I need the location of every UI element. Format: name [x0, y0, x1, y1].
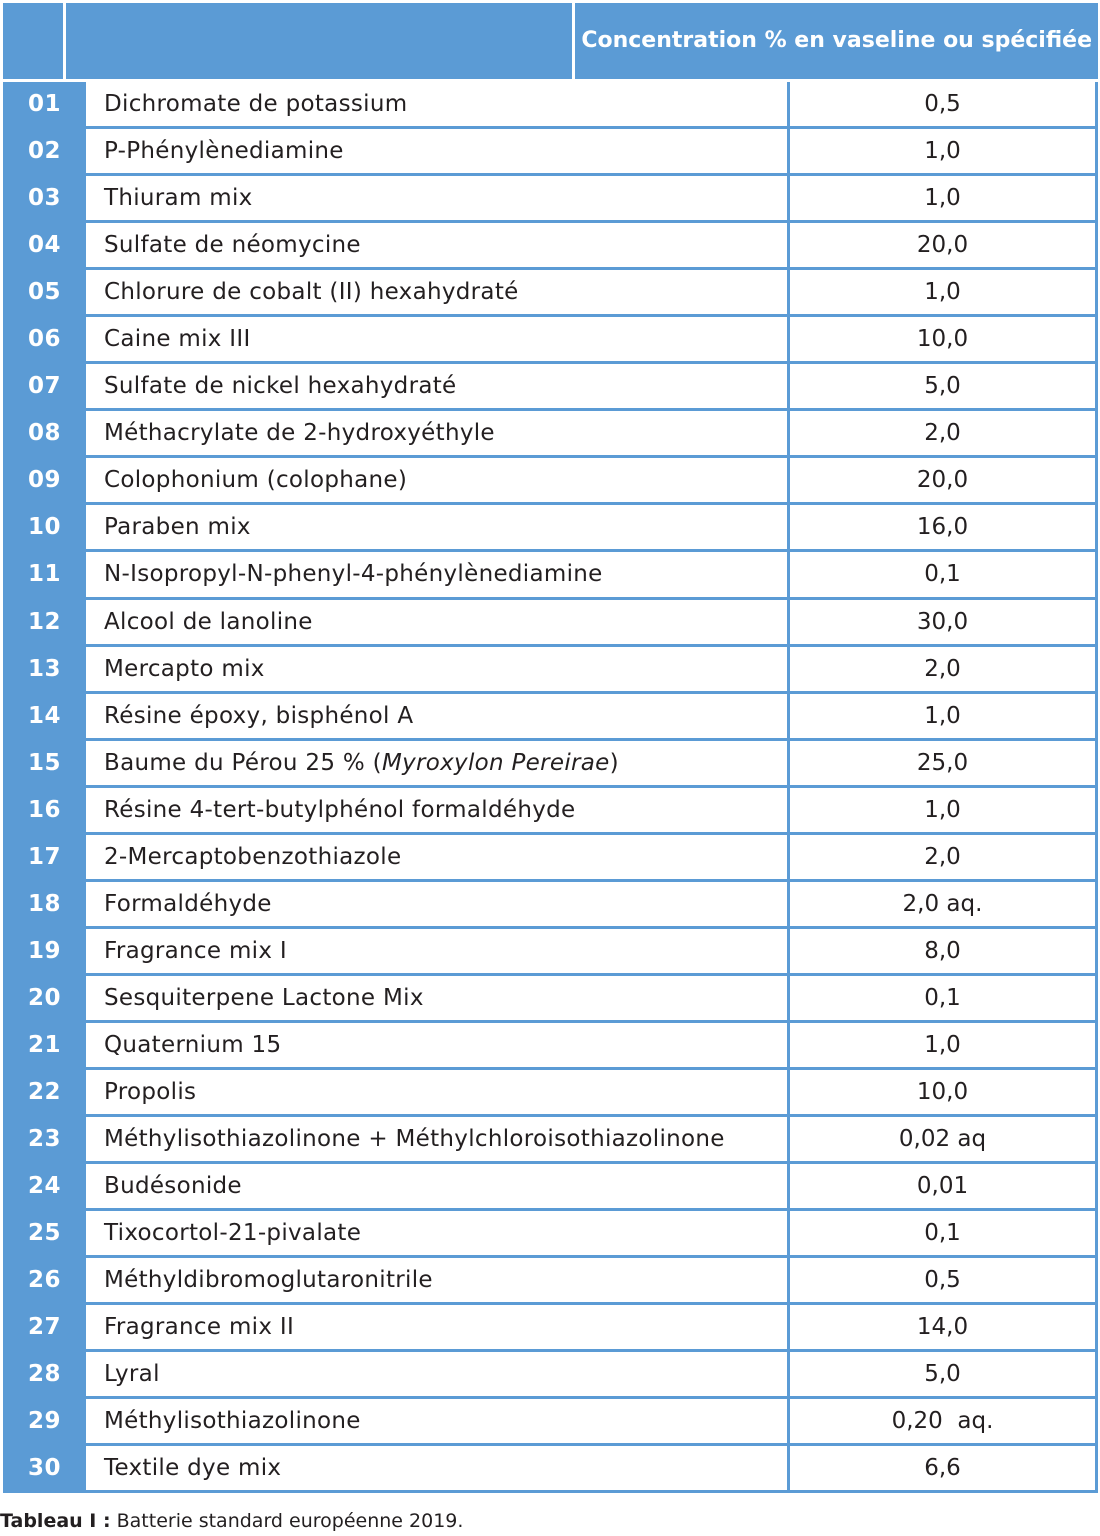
concentration-cell: 20,0 — [790, 223, 1098, 267]
concentration-cell: 0,01 — [790, 1164, 1098, 1208]
row-number-cell: 20 — [3, 976, 89, 1020]
concentration-cell: 1,0 — [790, 694, 1098, 738]
table-row — [3, 411, 1098, 458]
allergen-table — [3, 3, 1098, 1493]
table-row — [3, 1023, 1098, 1070]
concentration-cell: 0,1 — [790, 976, 1098, 1020]
table-row — [3, 505, 1098, 552]
table-row — [3, 1211, 1098, 1258]
concentration-cell: 5,0 — [790, 1352, 1098, 1396]
substance-name-cell: Sesquiterpene Lactone Mix — [89, 976, 790, 1020]
substance-name-cell: Méthyldibromoglutaronitrile — [89, 1258, 790, 1302]
substance-name-cell: Sulfate de néomycine — [89, 223, 790, 267]
substance-name-cell: Tixocortol-21-pivalate — [89, 1211, 790, 1255]
table-row — [3, 1446, 1098, 1493]
concentration-cell: 0,5 — [790, 82, 1098, 126]
row-number-cell: 23 — [3, 1117, 89, 1161]
row-number-cell: 09 — [3, 458, 89, 502]
concentration-cell: 6,6 — [790, 1446, 1098, 1490]
substance-name-cell: Chlorure de cobalt (II) hexahydraté — [89, 270, 790, 314]
concentration-cell: 0,20 aq. — [790, 1399, 1098, 1443]
substance-name-cell: Formaldéhyde — [89, 882, 790, 926]
row-number-cell: 14 — [3, 694, 89, 738]
row-number-cell: 19 — [3, 929, 89, 973]
table-row — [3, 647, 1098, 694]
row-number-cell: 06 — [3, 317, 89, 361]
table-row — [3, 1117, 1098, 1164]
substance-latin-name: Myroxylon Pereirae — [381, 749, 610, 776]
substance-name-cell: Colophonium (colophane) — [89, 458, 790, 502]
table-row — [3, 835, 1098, 882]
substance-name-cell: Paraben mix — [89, 505, 790, 549]
row-number-cell: 07 — [3, 364, 89, 408]
substance-name-cell: Mercapto mix — [89, 647, 790, 691]
substance-name-cell: Méthylisothiazolinone + Méthylchloroisothiazolinone — [89, 1117, 790, 1161]
concentration-cell: 2,0 — [790, 411, 1098, 455]
row-number-cell: 11 — [3, 552, 89, 596]
concentration-cell: 0,02 aq — [790, 1117, 1098, 1161]
concentration-cell: 1,0 — [790, 270, 1098, 314]
concentration-cell: 1,0 — [790, 129, 1098, 173]
substance-name-cell: Caine mix III — [89, 317, 790, 361]
substance-name-cell: Textile dye mix — [89, 1446, 790, 1490]
row-number-cell: 16 — [3, 788, 89, 832]
table-row — [3, 1070, 1098, 1117]
substance-name-cell: Propolis — [89, 1070, 790, 1114]
concentration-cell: 0,1 — [790, 1211, 1098, 1255]
table-row — [3, 1352, 1098, 1399]
row-number-cell: 05 — [3, 270, 89, 314]
table-row — [3, 882, 1098, 929]
row-number-cell: 28 — [3, 1352, 89, 1396]
substance-name-cell: N-Isopropyl-N-phenyl-4-phénylènediamine — [89, 552, 790, 596]
table-row — [3, 552, 1098, 599]
substance-name-cell: Fragrance mix II — [89, 1305, 790, 1349]
substance-name-cell: Thiuram mix — [89, 176, 790, 220]
substance-name-cell: Alcool de lanoline — [89, 600, 790, 644]
table-row — [3, 741, 1098, 788]
table-row — [3, 976, 1098, 1023]
concentration-cell: 8,0 — [790, 929, 1098, 973]
substance-name-cell: Quaternium 15 — [89, 1023, 790, 1067]
table-header-row — [3, 3, 1098, 82]
substance-name-text: Baume du Pérou 25 % ( — [104, 749, 382, 776]
concentration-cell: 2,0 aq. — [790, 882, 1098, 926]
row-number-cell: 04 — [3, 223, 89, 267]
concentration-cell: 14,0 — [790, 1305, 1098, 1349]
concentration-cell: 20,0 — [790, 458, 1098, 502]
table-row — [3, 223, 1098, 270]
substance-name-cell: Résine époxy, bisphénol A — [89, 694, 790, 738]
row-number-cell: 13 — [3, 647, 89, 691]
substance-name-cell: Méthacrylate de 2-hydroxyéthyle — [89, 411, 790, 455]
substance-name-cell: Résine 4-tert-butylphénol formaldéhyde — [89, 788, 790, 832]
table-row — [3, 129, 1098, 176]
table-row — [3, 317, 1098, 364]
row-number-cell: 02 — [3, 129, 89, 173]
substance-name-suffix: ) — [609, 749, 619, 776]
row-number-cell: 10 — [3, 505, 89, 549]
concentration-cell: 30,0 — [790, 600, 1098, 644]
table-row — [3, 1164, 1098, 1211]
table-row — [3, 788, 1098, 835]
concentration-cell: 16,0 — [790, 505, 1098, 549]
row-number-cell: 24 — [3, 1164, 89, 1208]
header-num-cell — [3, 3, 66, 79]
row-number-cell: 15 — [3, 741, 89, 785]
table-row — [3, 1258, 1098, 1305]
concentration-cell: 2,0 — [790, 647, 1098, 691]
substance-name-cell: Sulfate de nickel hexahydraté — [89, 364, 790, 408]
header-name-cell — [66, 3, 576, 79]
caption-text: Batterie standard européenne 2019. — [110, 1510, 464, 1532]
substance-name-cell: Budésonide — [89, 1164, 790, 1208]
concentration-cell: 10,0 — [790, 317, 1098, 361]
row-number-cell: 25 — [3, 1211, 89, 1255]
table-row — [3, 458, 1098, 505]
concentration-cell: 1,0 — [790, 788, 1098, 832]
table-caption — [0, 1510, 463, 1532]
substance-name-cell: Dichromate de potassium — [89, 82, 790, 126]
caption-label: Tableau I : — [0, 1510, 111, 1532]
table-row — [3, 929, 1098, 976]
substance-name-cell: Fragrance mix I — [89, 929, 790, 973]
table-row — [3, 270, 1098, 317]
substance-name-cell: P-Phénylènediamine — [89, 129, 790, 173]
concentration-cell: 1,0 — [790, 176, 1098, 220]
row-number-cell: 17 — [3, 835, 89, 879]
table-body — [3, 82, 1098, 1493]
concentration-cell: 5,0 — [790, 364, 1098, 408]
concentration-cell: 0,1 — [790, 552, 1098, 596]
row-number-cell: 22 — [3, 1070, 89, 1114]
row-number-cell: 08 — [3, 411, 89, 455]
table-row — [3, 176, 1098, 223]
row-number-cell: 12 — [3, 600, 89, 644]
substance-name-cell: Lyral — [89, 1352, 790, 1396]
table-row — [3, 1305, 1098, 1352]
concentration-cell: 1,0 — [790, 1023, 1098, 1067]
row-number-cell: 03 — [3, 176, 89, 220]
table-row — [3, 600, 1098, 647]
concentration-cell: 2,0 — [790, 835, 1098, 879]
row-number-cell: 21 — [3, 1023, 89, 1067]
header-concentration-cell: Concentration % en vaseline ou spécifiée — [581, 28, 1092, 53]
concentration-cell: 25,0 — [790, 741, 1098, 785]
substance-name-cell: 2-Mercaptobenzothiazole — [89, 835, 790, 879]
row-number-cell: 30 — [3, 1446, 89, 1490]
substance-name-cell — [89, 741, 790, 785]
row-number-cell: 18 — [3, 882, 89, 926]
row-number-cell: 26 — [3, 1258, 89, 1302]
table-row — [3, 694, 1098, 741]
table-row — [3, 1399, 1098, 1446]
table-row — [3, 364, 1098, 411]
row-number-cell: 01 — [3, 82, 89, 126]
row-number-cell: 27 — [3, 1305, 89, 1349]
row-number-cell: 29 — [3, 1399, 89, 1443]
table-row — [3, 82, 1098, 129]
concentration-cell: 10,0 — [790, 1070, 1098, 1114]
substance-name-cell: Méthylisothiazolinone — [89, 1399, 790, 1443]
concentration-cell: 0,5 — [790, 1258, 1098, 1302]
